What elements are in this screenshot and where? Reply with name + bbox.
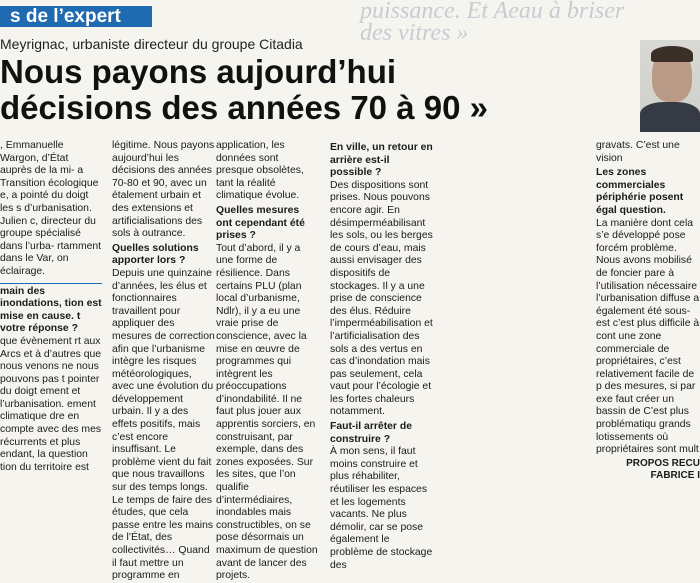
answer-4: Des dispositions sont prises. Nous pouvons encore agir. En désimperméabilisant les sols, ou les berges de cours d’eau, mais aussi envisager des dispositifs de stockages. Il y a une prise de conscience des élus. Réduire l’imperméabilisation et l’artificialisation des sols a des vertus en cas d’inondation mais pas seulement, cela vaut pour l’écologie et les fortes chaleurs notamment.	[330, 179, 433, 418]
intro-text: , Emmanuelle Wargon, d’État auprès de la mi- a Transition écologique e, a pointé du doigt les s d’urbanisation. Julien c, directeur du groupe spécialisé dans l’urba- rtamment dans le Var, on éclairage.	[0, 140, 102, 277]
question-2: Quelles solutions apporter lors ?	[112, 242, 199, 267]
headline-line-2: décisions des années 70 à 90 »	[0, 89, 488, 126]
portrait-photo	[640, 40, 700, 130]
column-2	[112, 140, 216, 582]
portrait-shoulders	[640, 102, 700, 132]
question-4: En ville, un retour en arrière est-il possible ?	[330, 142, 433, 179]
column-divider	[0, 283, 102, 284]
column-5	[596, 140, 700, 481]
answer-6: La manière dont cela s’e développé pose forcém problème. Nous avons mobilisé de foncier pare à l’utilisation nécessaire l’urbanisation diffuse a également été sous-est c’est plus difficile à cont une zone commerciale de propriétaires, c’est relativement facile de p des mesures, si par exe faut créer un bassin de C’est plus problématiqu grands lotissements où propriétaires sont mult	[596, 217, 700, 456]
headline-line-1: Nous payons aujourd’hui	[0, 53, 397, 90]
answer-5: À mon sens, il faut moins construire et plus réhabiliter, réutiliser les espaces et les logements vacants. Ne plus démolir, car se pose également le problème de stockage des	[330, 446, 433, 571]
question-1: main des inondations, tion est mise en cause. t votre réponse ?	[0, 285, 102, 335]
signature-line-2: FABRICE I	[650, 469, 700, 481]
portrait-hair	[651, 46, 693, 62]
question-3: Quelles mesures ont cependant été prises ?	[216, 204, 305, 242]
byline: Meyrignac, urbaniste directeur du groupe Citadia	[0, 36, 303, 52]
answer-1: que évènement rt aux Arcs et à d’autres que nous venons ne nous pouvons pas t pointer du doigt ement et l’urbanisation. ement climatique dre en compte avec des mes récurrents et plus endant, la question tion du territoire est	[0, 335, 102, 473]
column-3	[216, 140, 318, 582]
question-5: Faut-il arrêter de construire ?	[330, 421, 412, 445]
answer-2-cont: application, les données sont presque obsolètes, tant la réalité climatique évolue.	[216, 140, 304, 202]
column-4	[330, 140, 434, 571]
answer-3: Tout d’abord, il y a une forme de résilience. Dans certains PLU (plan local d’urbanisme, Ndlr), il y a eu une vraie prise de conscience, avec la mise en œuvre de programmes qui intègrent les préoccupations d’inondabilité. Il ne faut plus jouer aux apprentis sorciers, en construisant, par exemple, dans des zones exposées. Sur les sites, que l’on qualifie d’intermédiaires, inondables mais constructibles, on se pose désormais un maximum de question avant de lancer des projets.	[216, 242, 318, 582]
section-rubric: s de l’expert	[0, 6, 152, 27]
headline	[0, 54, 630, 126]
signature-line-1: PROPOS RECU	[626, 457, 700, 469]
bleed-through-text: puissance. Et Aeau à briser des vitres »	[360, 0, 625, 46]
answer-5-cont: gravats. C’est une vision	[596, 140, 680, 164]
signature	[596, 458, 700, 482]
column-1	[0, 140, 102, 473]
answer-1-cont: légitime. Nous payons aujourd’hui les décisions des années 70-80 et 90, avec un étalement urbain et des extensions et artificialisations des sols à outrance.	[112, 140, 215, 240]
question-6: Les zones commerciales périphérie posent égal question.	[596, 167, 684, 216]
answer-2: Depuis une quinzaine d’années, les élus et fonctionnaires travaillent pour appliquer des mesures de correction afin que l’urbanisme intègre les risques météorologiques, avec une évolution du développement urbain. Il y a des effets positifs, mais c’est encore insuffisant. Le problème vient du fait que nous travaillons sur des temps longs. Le temps de faire des études, que cela passe entre les mains de l’État, des collectivités… Quand il faut mettre un programme en	[112, 267, 215, 582]
